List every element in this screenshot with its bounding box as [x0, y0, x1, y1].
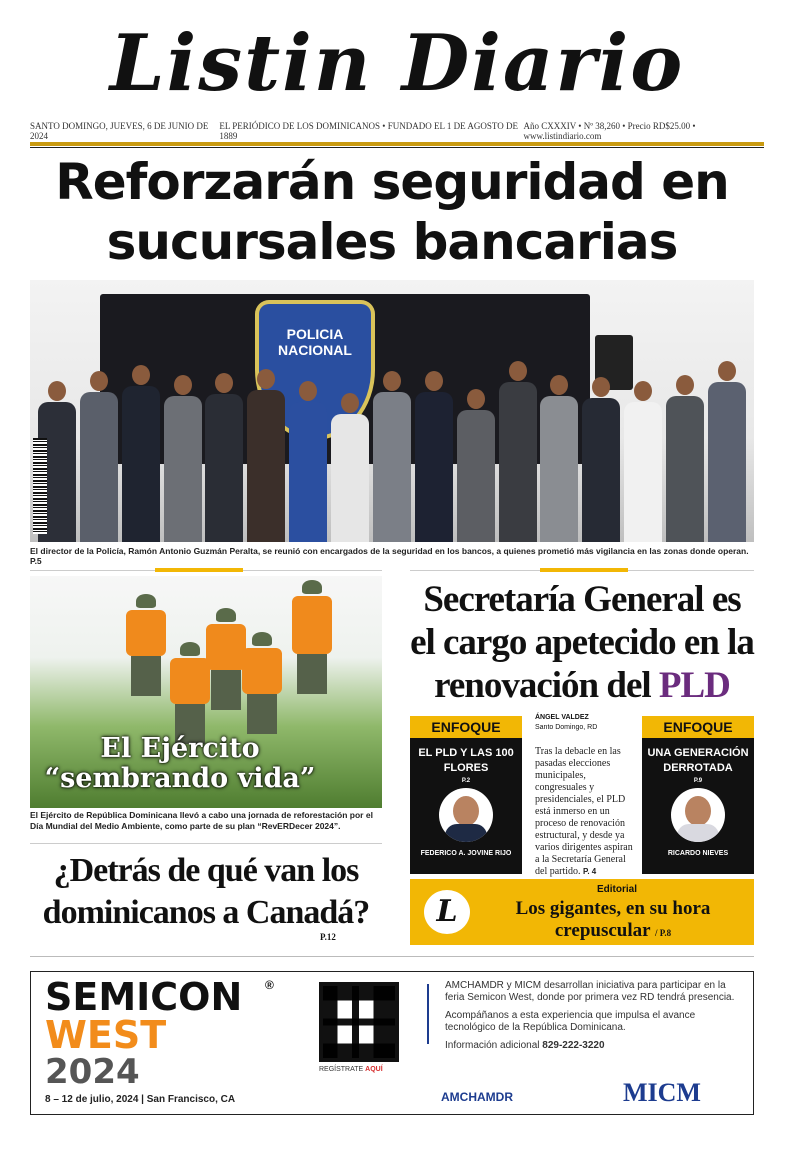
ad-text-block [445, 980, 741, 1058]
pld-body: Tras la debacle en las pasadas elecciones municipales, congresuales y presidenciales, el PLD está inmerso en un proceso de renovación estructural, y desde ya varios dirigentes aspiran a la Secretaría General del partido. [535, 746, 633, 877]
qr-label-text: REGÍSTRATE [319, 1066, 364, 1073]
person-figure [205, 373, 243, 542]
ad-west-text: WEST [45, 1013, 167, 1057]
editorial-title [480, 898, 746, 944]
pld-page-ref: P. 4 [583, 867, 597, 876]
soldier-figure [242, 632, 282, 734]
soldier-figure [206, 608, 246, 710]
enfoque-title: EL PLD Y LAS 100 FLORES [418, 747, 514, 774]
enfoque-page-ref: P.2 [461, 778, 471, 784]
enfoque-page-ref: P.9 [693, 778, 703, 784]
person-figure [582, 377, 620, 542]
pld-headline-text: Secretaría General es el cargo apetecido en la renovación del [410, 579, 754, 706]
main-story-photo[interactable] [30, 280, 754, 542]
person-figure [708, 361, 746, 542]
person-figure [540, 375, 578, 542]
person-figure [331, 393, 369, 542]
newspaper-motto: EL PERIÓDICO DE LOS DOMINICANOS • FUNDADO EL 1 DE AGOSTO DE 1889 [219, 121, 518, 141]
qr-code-icon[interactable] [319, 982, 399, 1062]
barcode [33, 438, 47, 534]
editorial-page-ref: / P.8 [654, 928, 672, 938]
editorial-title-text: Los gigantes, en su hora crepuscular [515, 898, 711, 941]
amchamdr-logo: AMCHAMDR [441, 1090, 513, 1104]
columnist-avatar [671, 788, 725, 842]
main-photo-caption: El director de la Policía, Ramón Antonio Guzmán Peralta, se reunió con encargados de la seguridad en los bancos, a quienes prometió más vigilancia en las zonas donde operan. P.5 [30, 546, 749, 566]
section-rule [30, 956, 754, 957]
author-name: ÁNGEL VALDEZ [535, 714, 589, 721]
editorial-box[interactable] [410, 879, 754, 945]
police-badge-text: POLICIA NACIONAL [278, 326, 352, 358]
person-figure [164, 375, 202, 542]
editorial-kicker: Editorial [596, 884, 637, 895]
columnist-avatar [439, 788, 493, 842]
section-rule [30, 843, 382, 844]
person-figure [247, 369, 285, 542]
edition-info: Año CXXXIV • Nº 38,260 • Precio RD$25.00 • www.listindiario.com [523, 121, 696, 141]
author-location: Santo Domingo, RD [535, 724, 598, 731]
micm-logo: MICM [623, 1078, 701, 1107]
issue-date: SANTO DOMINGO, JUEVES, 6 DE JUNIO DE 2024 [30, 121, 209, 141]
columnist-name: RICARDO NIEVES [667, 850, 729, 857]
enfoque-label: ENFOQUE [642, 716, 754, 738]
army-photo-caption: El Ejército de República Dominicana llevó a cabo una jornada de reforestación por el Día Mundial del Medio Ambiente, como parte de su plan “RevERDecer 2024”. [30, 810, 373, 831]
pld-byline [535, 713, 635, 733]
canada-headline[interactable]: ¿Detrás de qué van los dominicanos a Canadá? [42, 852, 370, 931]
section-tab [540, 568, 628, 572]
person-figure [415, 371, 453, 542]
person-figure [457, 389, 495, 542]
person-figure [373, 371, 411, 542]
soldier-figure [292, 580, 332, 694]
ad-info-label: Información adicional [445, 1040, 540, 1051]
masthead [0, 0, 794, 118]
canada-page-ref: P.12 [320, 932, 336, 942]
army-photo-title[interactable]: El Ejército “sembrando vida” [44, 733, 316, 794]
person-figure [122, 365, 160, 542]
person-figure [80, 371, 118, 542]
qr-label-accent: AQUÍ [365, 1066, 383, 1073]
columnist-name: FEDERICO A. JOVINE RIJO [420, 850, 512, 857]
person-figure [289, 381, 327, 542]
person-figure [624, 381, 662, 542]
enfoque-title: UNA GENERACIÓN DERROTADA [647, 747, 749, 774]
masthead-rule-gold [30, 142, 764, 146]
pld-headline-accent: PLD [658, 665, 730, 706]
person-figure [666, 375, 704, 542]
masthead-rule-dark [30, 147, 764, 148]
ad-contact [445, 1040, 741, 1052]
soldier-figure [170, 642, 210, 744]
soldier-figure [126, 594, 166, 696]
listin-l-logo-icon: L [424, 890, 470, 934]
enfoque-column-right[interactable] [642, 716, 754, 874]
ad-dates: 8 – 12 de julio, 2024 | San Francisco, CA [45, 1094, 236, 1105]
semicon-advertisement[interactable] [30, 971, 754, 1115]
ad-paragraph: AMCHAMDR y MICM desarrollan iniciativa para participar en la feria Semicon West, donde por primera vez RD tendrá presencia. [445, 980, 735, 1003]
dateline [30, 121, 764, 141]
ad-semicon-text: SEMICON [45, 975, 243, 1019]
main-headline[interactable]: Reforzarán seguridad en sucursales bancarias [55, 153, 729, 271]
person-figure [499, 361, 537, 542]
registered-mark: ® [265, 978, 274, 992]
ad-year-text: 2024 [45, 1052, 140, 1092]
pld-headline[interactable] [410, 578, 754, 707]
group-of-officials [30, 352, 754, 542]
newspaper-logo[interactable]: Listin Diario [109, 18, 685, 109]
enfoque-column-left[interactable] [410, 716, 522, 874]
ad-paragraph: Acompáñanos a esta experiencia que impulsa el avance tecnológico de la República Dominicana. [445, 1010, 696, 1033]
qr-label [319, 1066, 383, 1073]
section-tab [155, 568, 243, 572]
enfoque-label: ENFOQUE [410, 716, 522, 738]
ad-phone: 829-222-3220 [542, 1040, 605, 1051]
pld-body-text [535, 746, 635, 878]
ad-divider [427, 984, 429, 1044]
